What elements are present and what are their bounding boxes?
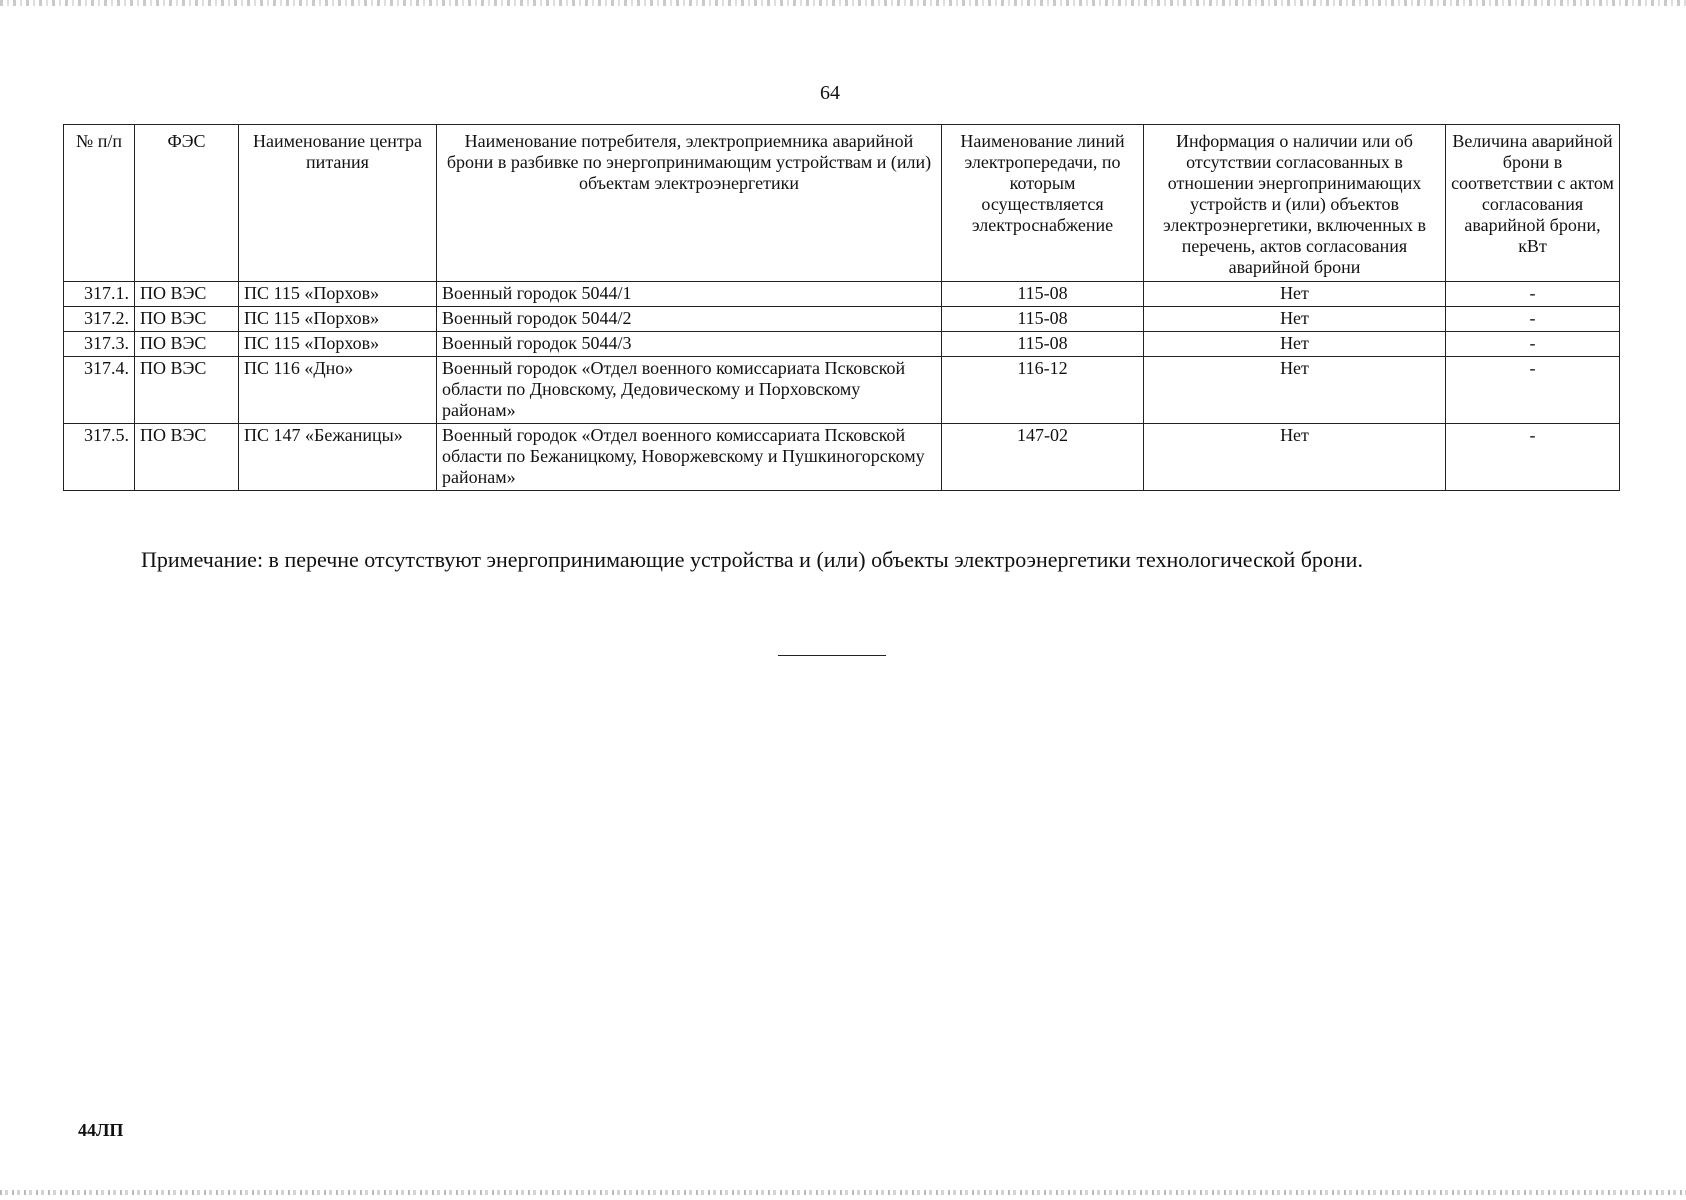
cell-power-center: ПС 115 «Порхов» [239,282,437,307]
scan-edge-bottom [0,1190,1686,1195]
table-row [64,332,1620,357]
header-fes: ФЭС [135,125,239,282]
cell-power-line: 116-12 [942,357,1144,424]
cell-number: 317.3. [64,332,135,357]
cell-consumer: Военный городок 5044/3 [437,332,942,357]
page-number: 64 [820,82,840,104]
cell-power-line: 115-08 [942,282,1144,307]
table-row [64,357,1620,424]
cell-reserve-value: - [1446,282,1620,307]
table-header-row [64,125,1620,282]
cell-consumer: Военный городок «Отдел военного комиссариата Псковской области по Бежаницкому, Новоржевскому и Пушкиногорскому районам» [437,424,942,491]
cell-consumer: Военный городок 5044/2 [437,307,942,332]
cell-power-center: ПС 147 «Бежаницы» [239,424,437,491]
header-power-center: Наименование центра питания [239,125,437,282]
header-power-lines: Наименование линий электропередачи, по которым осуществляется электроснабжение [942,125,1144,282]
cell-agreement: Нет [1144,332,1446,357]
cell-number: 317.5. [64,424,135,491]
cell-agreement: Нет [1144,357,1446,424]
cell-agreement: Нет [1144,307,1446,332]
cell-reserve-value: - [1446,424,1620,491]
footer-code: 44ЛП [78,1120,124,1140]
cell-power-line: 147-02 [942,424,1144,491]
cell-reserve-value: - [1446,357,1620,424]
cell-fes: ПО ВЭС [135,332,239,357]
header-reserve-value: Величина аварийной брони в соответствии с актом согласования аварийной брони, кВт [1446,125,1620,282]
header-agreement-info: Информация о наличии или об отсутствии согласованных в отношении энергопринимающих устройств и (или) объектов электроэнергетики, включенных в перечень, актов согласования аварийной брони [1144,125,1446,282]
cell-consumer: Военный городок 5044/1 [437,282,942,307]
cell-fes: ПО ВЭС [135,282,239,307]
cell-fes: ПО ВЭС [135,357,239,424]
cell-number: 317.1. [64,282,135,307]
header-number: № п/п [64,125,135,282]
reserve-table [63,124,1620,491]
cell-number: 317.4. [64,357,135,424]
cell-power-line: 115-08 [942,332,1144,357]
closing-rule [778,655,886,656]
table-row [64,424,1620,491]
cell-agreement: Нет [1144,424,1446,491]
table-row [64,307,1620,332]
cell-consumer: Военный городок «Отдел военного комиссариата Псковской области по Дновскому, Дедовическому и Порховскому районам» [437,357,942,424]
cell-reserve-value: - [1446,307,1620,332]
cell-fes: ПО ВЭС [135,424,239,491]
footnote: Примечание: в перечне отсутствуют энергопринимающие устройства и (или) объекты электроэнергетики технологической брони. [141,547,1363,572]
cell-fes: ПО ВЭС [135,307,239,332]
cell-agreement: Нет [1144,282,1446,307]
table-row [64,282,1620,307]
header-consumer: Наименование потребителя, электроприемника аварийной брони в разбивке по энергопринимающим устройствам и (или) объектам электроэнергетики [437,125,942,282]
cell-reserve-value: - [1446,332,1620,357]
cell-power-center: ПС 115 «Порхов» [239,332,437,357]
cell-number: 317.2. [64,307,135,332]
cell-power-center: ПС 116 «Дно» [239,357,437,424]
cell-power-line: 115-08 [942,307,1144,332]
cell-power-center: ПС 115 «Порхов» [239,307,437,332]
scan-edge-top [0,0,1686,6]
